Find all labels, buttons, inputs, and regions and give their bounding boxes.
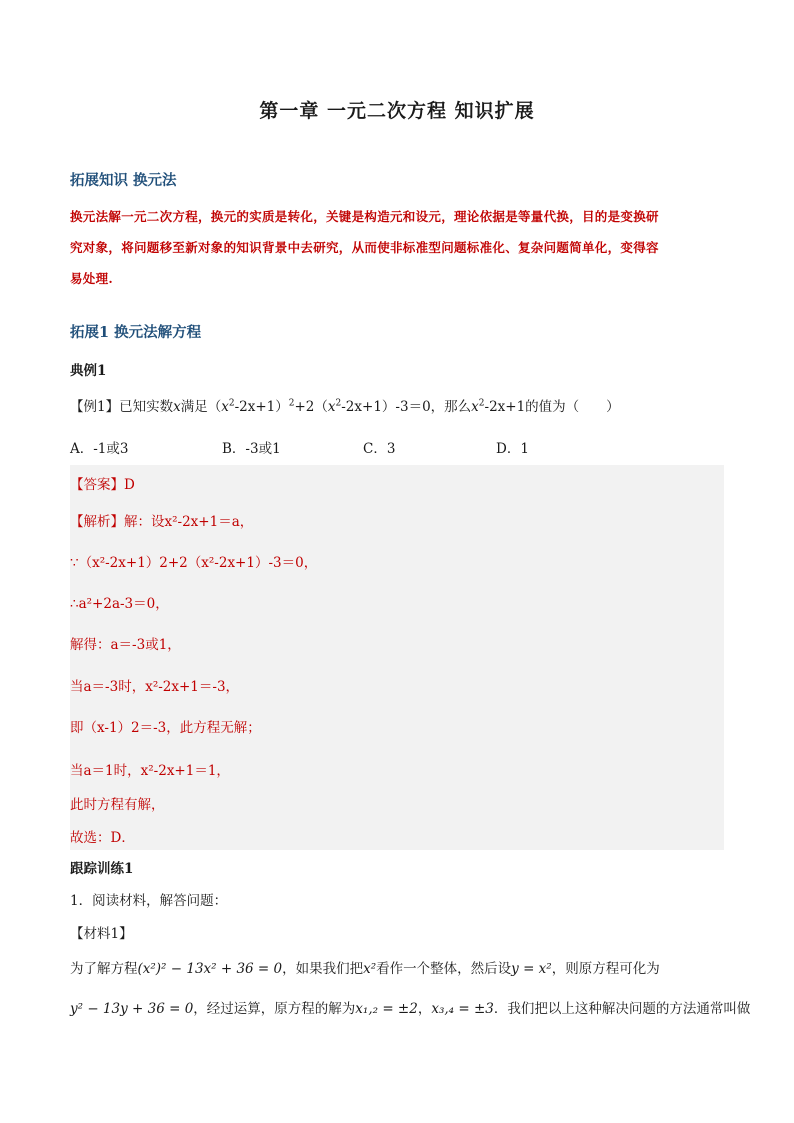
training-label: 跟踪训练1 [70, 861, 134, 877]
analysis-line-5: 当a＝-3时，x²-2x+1＝-3， [70, 679, 240, 695]
equation-reduced: y² − 13y + 36 = 0 [70, 1001, 194, 1017]
analysis-line-1: 【解析】解：设x²-2x+1＝a， [70, 514, 254, 530]
equation-solution-2: x₃,₄ = ±3 [431, 1001, 494, 1017]
option-c: C．3 [363, 441, 396, 457]
example-question: 【例1】已知实数x满足$(x^2-2x+1)^2+2(x^2-2x+1)-3=0$，那么$x^2-2x+1$的值为（ ） [70, 398, 620, 415]
intro-line-3: 易处理. [70, 271, 114, 286]
analysis-line-8: 此时方程有解， [70, 797, 165, 813]
expand-knowledge-heading: 拓展知识 换元法 [70, 172, 177, 189]
answer-line: 【答案】D [70, 477, 135, 493]
analysis-line-2: ∵（x²-2x+1）2+2（x²-2x+1）-3＝0， [70, 555, 318, 571]
analysis-line-6: 即（x-1）2＝-3，此方程无解； [70, 720, 261, 736]
analysis-line-3: ∴a²+2a-3＝0， [70, 596, 169, 612]
equation-sub-var: x² [363, 961, 377, 977]
analysis-line-9: 故选：D． [70, 830, 135, 846]
intro-line-2: 究对象，将问题移至新对象的知识背景中去研究，从而使非标准型问题标准化、复杂问题简单化，变得容 [70, 240, 659, 255]
material-line-1: 为了解方程(x²)² − 13x² + 36 = 0，如果我们把x²看作一个整体，然后设y = x²，则原方程可化为 [70, 961, 660, 977]
equation-substitution: y = x² [511, 961, 552, 977]
option-a: A．-1或3 [70, 441, 129, 457]
analysis-line-7: 当a＝1时，x²-2x+1＝1， [70, 763, 230, 779]
material-label: 【材料1】 [70, 926, 133, 942]
material-line-2: y² − 13y + 36 = 0，经过运算，原方程的解为x₁,₂ = ±2，x₃,₄ = ±3．我们把以上这种解决问题的方法通常叫做 [70, 1001, 751, 1017]
analysis-line-4: 解得：a＝-3或1， [70, 637, 181, 653]
equation-original: (x²)² − 13x² + 36 = 0 [137, 961, 283, 977]
example-label: 典例1 [70, 363, 107, 379]
equation-solution-1: x₁,₂ = ±2 [355, 1001, 418, 1017]
option-b: B．-3或1 [222, 441, 281, 457]
task-line: 1．阅读材料，解答问题： [70, 893, 228, 909]
option-d: D．1 [496, 441, 529, 457]
page-title: 第一章 一元二次方程 知识扩展 [259, 100, 535, 122]
intro-line-1: 换元法解一元二次方程，换元的实质是转化，关键是构造元和设元，理论依据是等量代换，目的是变换研 [70, 209, 659, 224]
section1-heading: 拓展1 换元法解方程 [70, 324, 202, 341]
